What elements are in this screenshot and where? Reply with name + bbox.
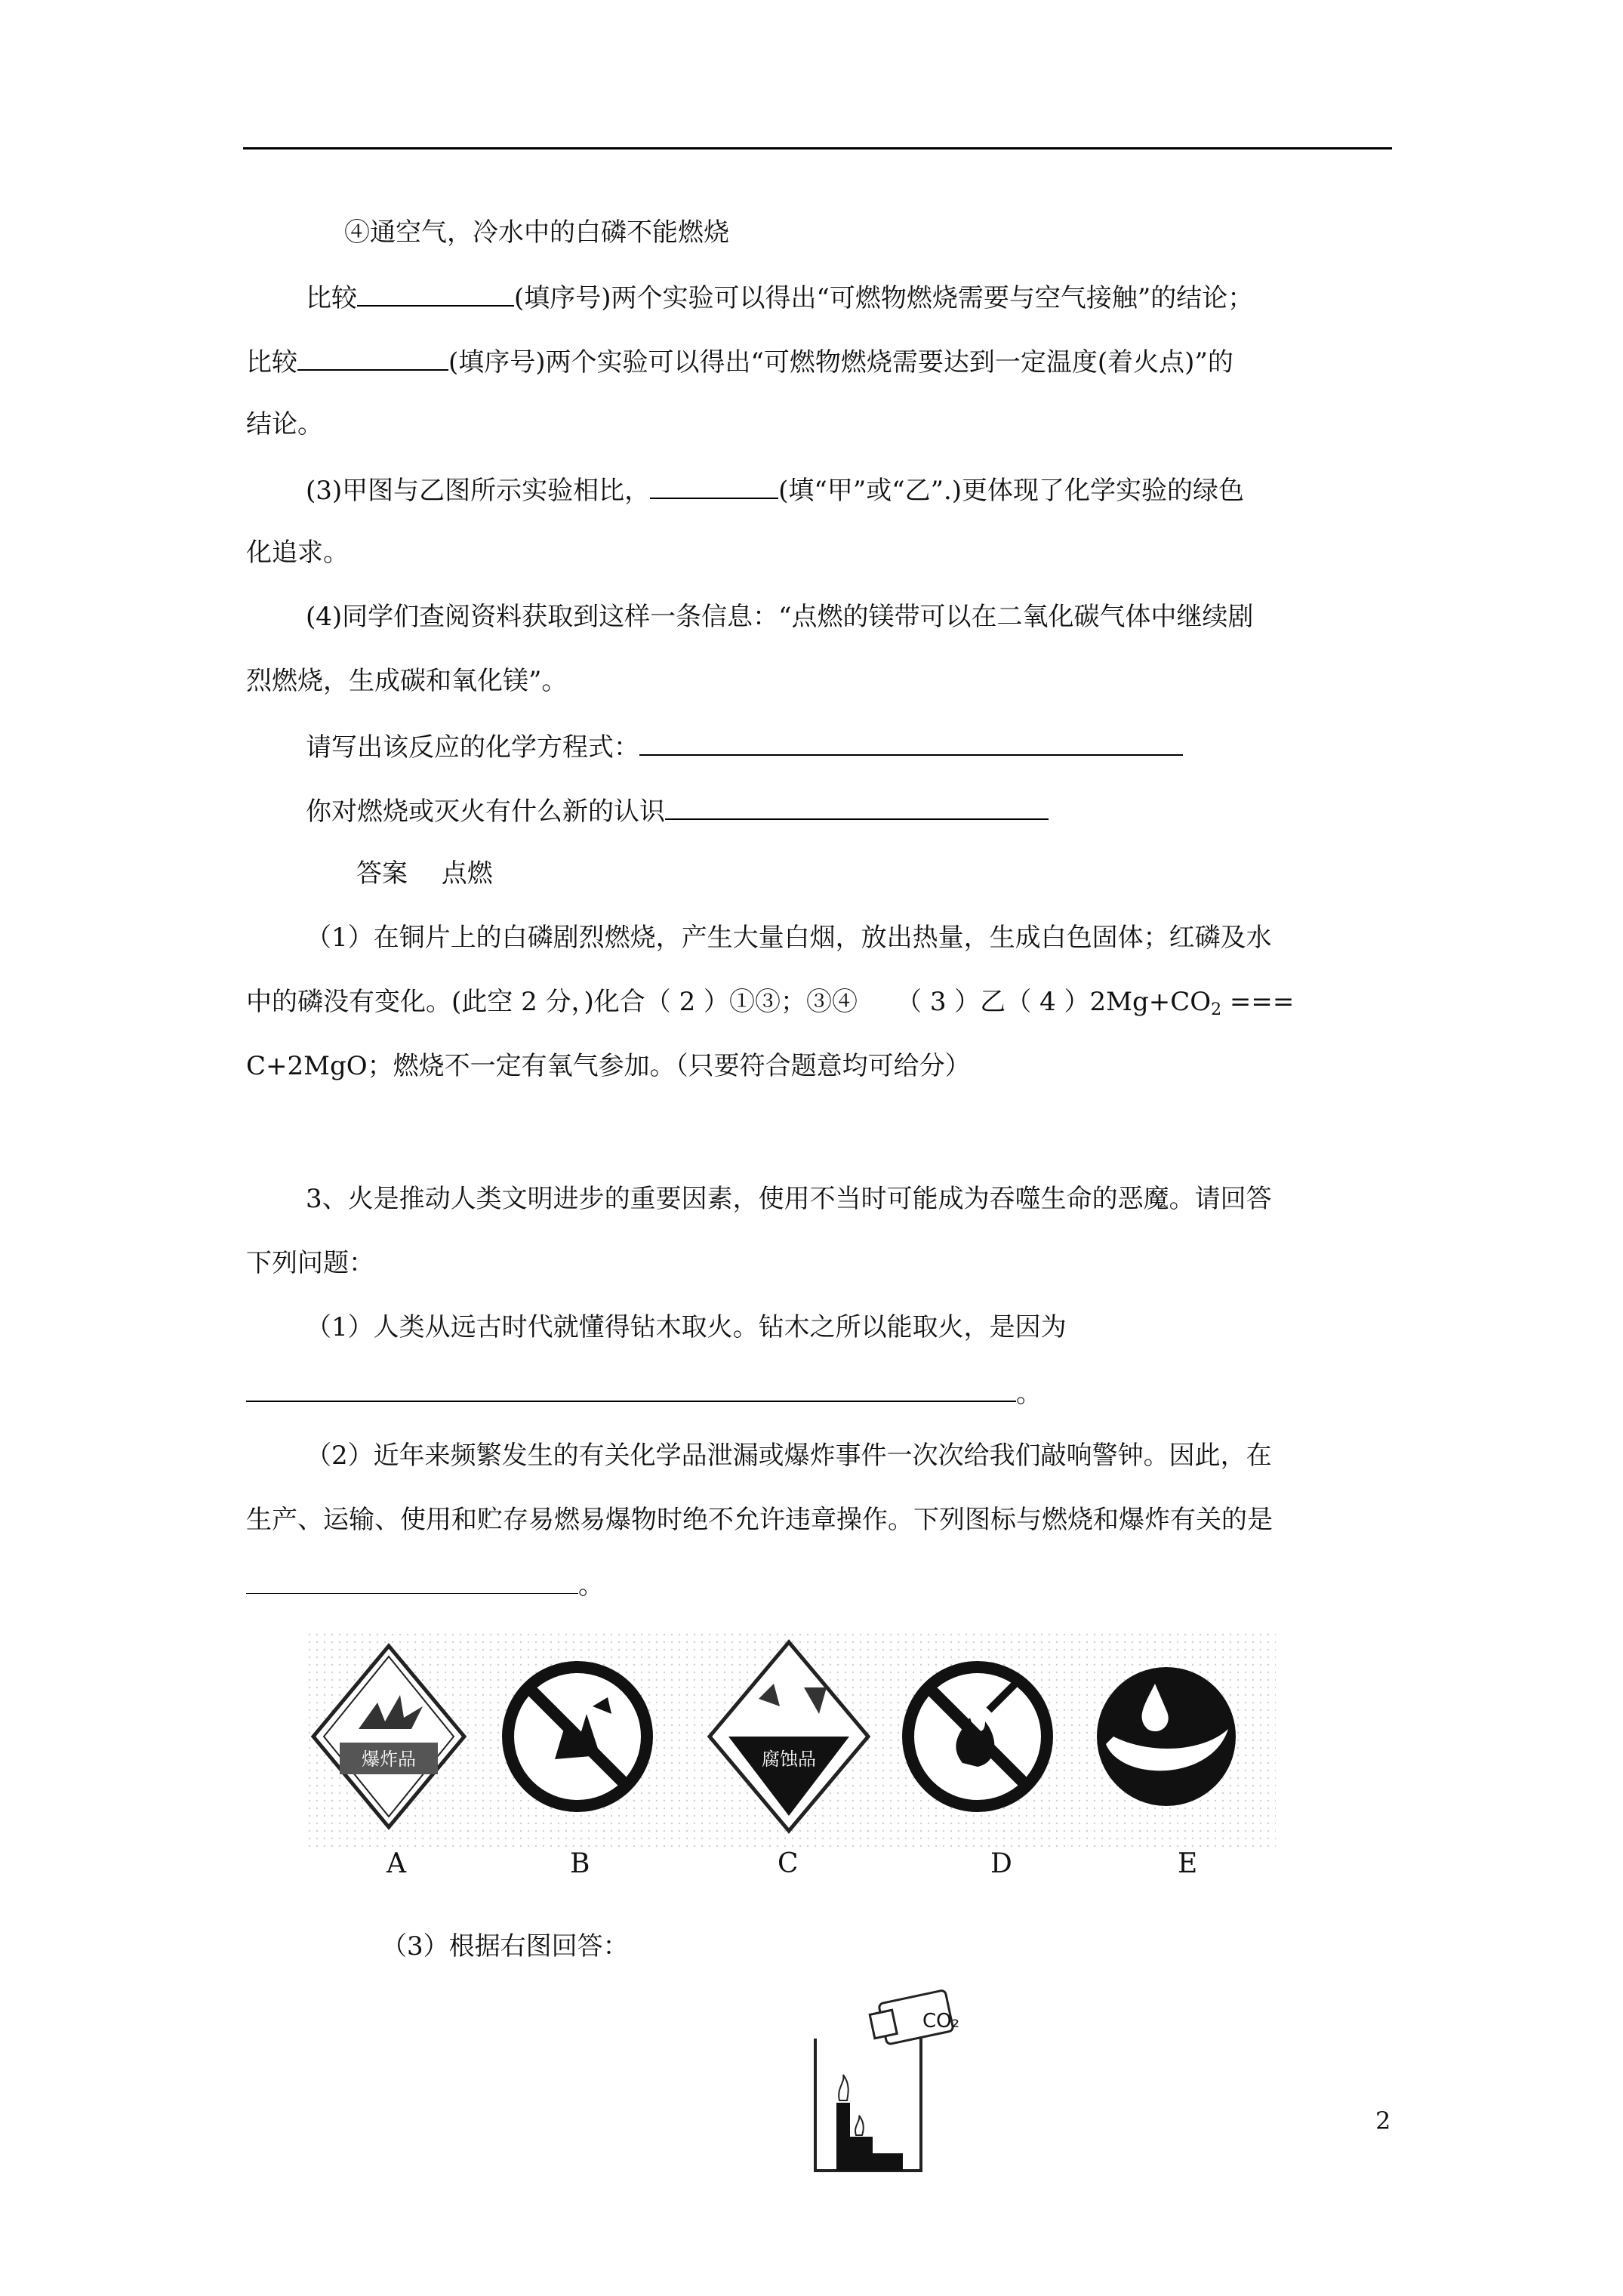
text-line: （1）人类从远古时代就懂得钻木取火。钻木之所以能取火，是因为 (306, 1312, 1067, 1342)
text-line: ④通空气，冷水中的白磷不能燃烧 (344, 217, 729, 248)
svg-text:CO₂: CO₂ (922, 2010, 960, 2032)
text-line: 比较 (填序号)两个实验可以得出“可燃物燃烧需要与空气接触”的结论； (306, 279, 1253, 315)
text-line: 请写出该反应的化学方程式： (306, 729, 1183, 764)
text-line: （1）在铜片上的白磷剧烈燃烧，产生大量白烟，放出热量，生成白色固体；红磷及水 (306, 923, 1272, 953)
svg-text:爆炸品: 爆炸品 (362, 1749, 416, 1770)
co2-beaker-figure (793, 1933, 1042, 2182)
sign-label-c: C (778, 1848, 799, 1879)
beaker-icon (815, 2039, 921, 2171)
answer-blank[interactable] (639, 729, 1183, 756)
text-line: (3)甲图与乙图所示实验相比， (填“甲”或“乙”.)更体现了化学实验的绿色 (306, 472, 1244, 507)
text-line: 化追求。 (246, 538, 349, 568)
answer-blank[interactable] (357, 279, 514, 307)
answer-blank[interactable] (246, 1567, 578, 1594)
sign-label-a: A (387, 1848, 406, 1879)
no-smoking-sign-icon (508, 1667, 647, 1806)
sign-label-d: D (990, 1848, 1012, 1879)
text-line: 。 (246, 1375, 1042, 1410)
answer-blank[interactable] (246, 1375, 1016, 1402)
text-line: 烈燃烧，生成碳和氧化镁”。 (246, 666, 568, 696)
header-rule (243, 147, 1392, 149)
text-line: （3）根据右图回答： (381, 1931, 629, 1962)
text-line: C+2MgO；燃烧不一定有氧气参加。（只要符合题意均可给分） (246, 1051, 971, 1081)
page-number: 2 (1375, 2106, 1391, 2135)
water-sign-icon (1097, 1667, 1236, 1806)
text-line: 。 (246, 1567, 604, 1602)
answer-blank[interactable] (650, 472, 778, 499)
answer-heading: 答案 点燃 (356, 858, 493, 889)
no-open-flame-sign-icon (908, 1667, 1047, 1806)
question-3: 3、火是推动人类文明进步的重要因素，使用不当时可能成为吞噬生命的恶魔。请回答 (306, 1184, 1272, 1214)
answer-blank[interactable] (297, 344, 448, 371)
text-line: 比较 (填序号)两个实验可以得出“可燃物燃烧需要达到一定温度(着火点)”的 (246, 344, 1233, 379)
text-line: 中的磷没有变化。(此空 2 分，)化合（ 2 ）①③；③④ （ 3 ）乙（ 4 ）$2Mg+CO_2$ === (246, 987, 1295, 1019)
sign-label-b: B (570, 1848, 590, 1879)
answer-blank[interactable] (665, 793, 1049, 820)
text-line: 结论。 (246, 409, 323, 439)
text-line: 你对燃烧或灭火有什么新的认识 (306, 793, 1049, 828)
text-line: 下列问题： (246, 1248, 374, 1278)
svg-text:腐蚀品: 腐蚀品 (762, 1749, 816, 1770)
text-line: （2）近年来频繁发生的有关化学品泄漏或爆炸事件一次次给我们敲响警钟。因此，在 (306, 1441, 1272, 1471)
text-line: (4)同学们查阅资料获取到这样一条信息：“点燃的镁带可以在二氧化碳气体中继续剧 (306, 602, 1254, 632)
text-line: 生产、运输、使用和贮存易燃易爆物时绝不允许违章操作。下列图标与燃烧和爆炸有关的是 (246, 1505, 1273, 1535)
hazard-signs-figure (306, 1631, 1276, 1850)
sign-label-e: E (1178, 1848, 1198, 1879)
co2-bottle-icon (870, 1990, 959, 2045)
